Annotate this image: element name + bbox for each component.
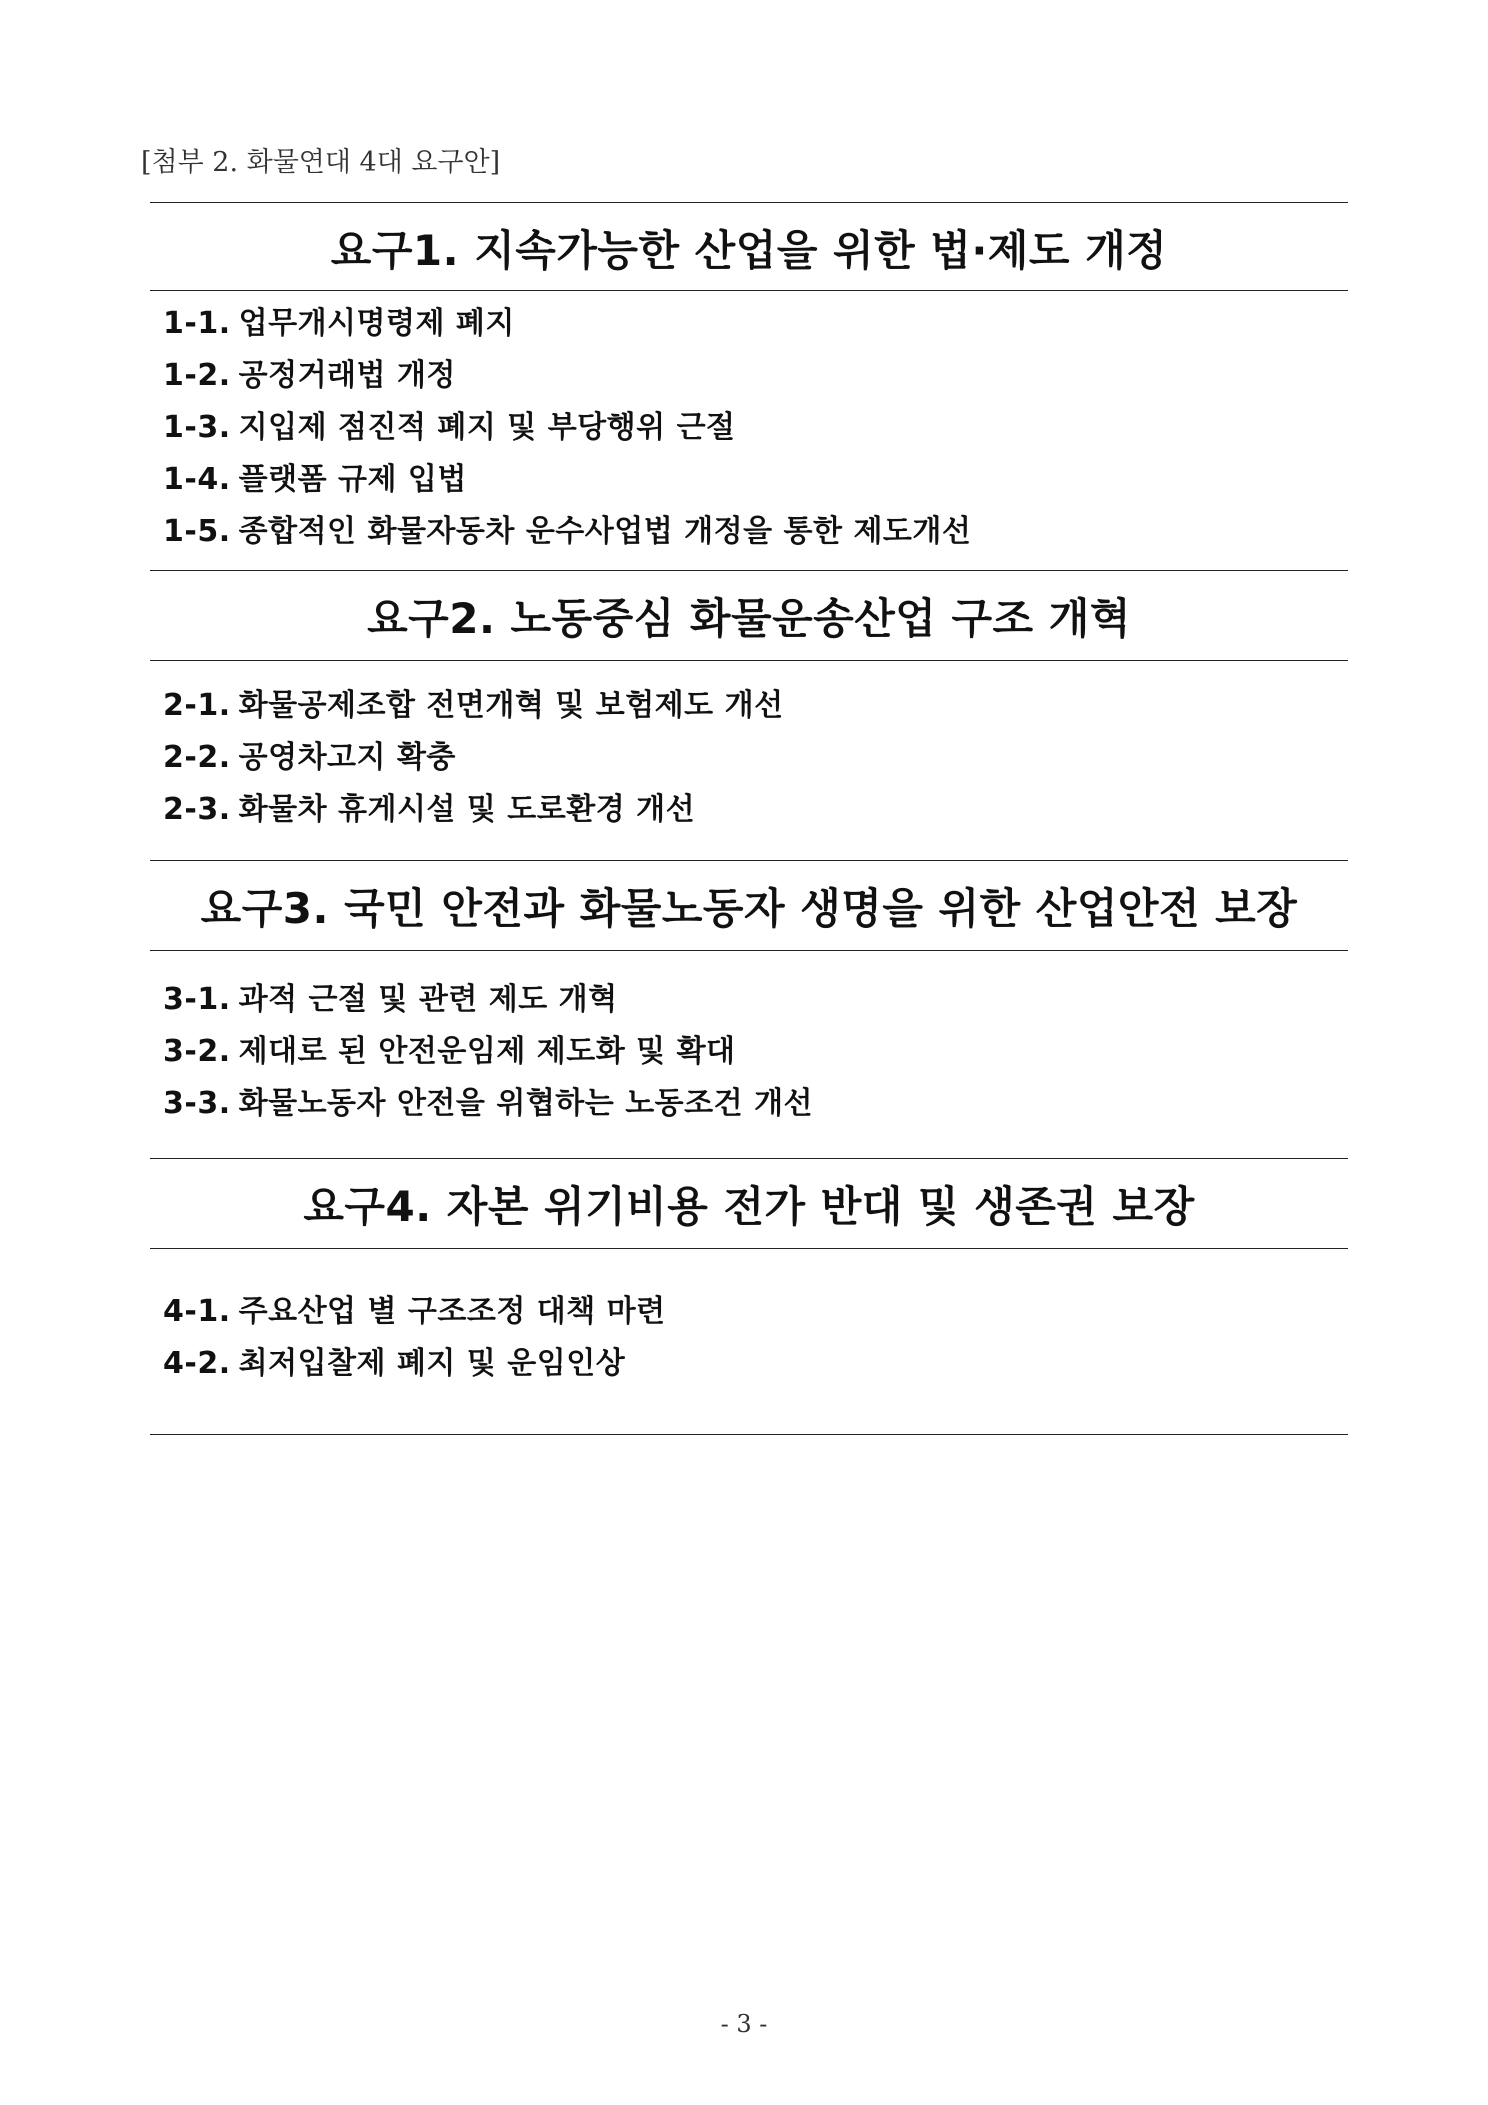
section-4-items	[163, 1286, 666, 1390]
section-divider	[150, 860, 1348, 861]
item-text: 주요산업 별 구조조정 대책 마련	[238, 1294, 666, 1329]
list-item	[163, 1338, 666, 1390]
item-text: 최저입찰제 폐지 및 운임인상	[238, 1346, 626, 1381]
item-number: 1-4.	[163, 462, 231, 497]
page-number: - 3 -	[720, 2010, 768, 2038]
item-number: 2-3.	[163, 792, 231, 827]
list-item	[163, 350, 971, 402]
section-2-items	[163, 680, 784, 836]
section-1-items	[163, 298, 971, 558]
item-text: 화물공제조합 전면개혁 및 보험제도 개선	[238, 688, 784, 723]
section-divider	[150, 1248, 1348, 1249]
item-text: 화물노동자 안전을 위협하는 노동조건 개선	[238, 1086, 814, 1121]
item-text: 지입제 점진적 폐지 및 부당행위 근절	[238, 410, 736, 445]
section-3-items	[163, 974, 813, 1130]
section-divider	[150, 1158, 1348, 1159]
list-item	[163, 402, 971, 454]
item-text: 공정거래법 개정	[238, 358, 456, 393]
item-number: 1-1.	[163, 306, 231, 341]
item-number: 1-3.	[163, 410, 231, 445]
item-number: 3-1.	[163, 982, 231, 1017]
item-number: 1-2.	[163, 358, 231, 393]
list-item	[163, 454, 971, 506]
list-item	[163, 680, 784, 732]
item-number: 3-3.	[163, 1086, 231, 1121]
section-divider	[150, 1434, 1348, 1435]
item-text: 업무개시명령제 폐지	[238, 306, 515, 341]
section-divider	[150, 950, 1348, 951]
item-number: 2-2.	[163, 740, 231, 775]
section-divider	[150, 660, 1348, 661]
item-text: 플랫폼 규제 입법	[238, 462, 467, 497]
list-item	[163, 974, 813, 1026]
item-number: 3-2.	[163, 1034, 231, 1069]
list-item	[163, 506, 971, 558]
list-item	[163, 732, 784, 784]
section-divider	[150, 570, 1348, 571]
list-item	[163, 1026, 813, 1078]
item-text: 종합적인 화물자동차 운수사업법 개정을 통한 제도개선	[238, 514, 972, 549]
item-text: 화물차 휴게시설 및 도로환경 개선	[238, 792, 696, 827]
item-text: 공영차고지 확충	[238, 740, 456, 775]
section-title-4: 요구4. 자본 위기비용 전가 반대 및 생존권 보장	[303, 1182, 1195, 1231]
list-item	[163, 784, 784, 836]
item-number: 1-5.	[163, 514, 231, 549]
list-item	[163, 1286, 666, 1338]
item-number: 2-1.	[163, 688, 231, 723]
section-title-2: 요구2. 노동중심 화물운송산업 구조 개혁	[367, 594, 1131, 643]
item-text: 과적 근절 및 관련 제도 개혁	[238, 982, 618, 1017]
list-item	[163, 1078, 813, 1130]
section-divider	[150, 202, 1348, 203]
item-number: 4-2.	[163, 1346, 231, 1381]
attachment-label: [첨부 2. 화물연대 4대 요구안]	[141, 147, 501, 178]
item-number: 4-1.	[163, 1294, 231, 1329]
list-item	[163, 298, 971, 350]
item-text: 제대로 된 안전운임제 제도화 및 확대	[238, 1034, 736, 1069]
section-title-3: 요구3. 국민 안전과 화물노동자 생명을 위한 산업안전 보장	[200, 884, 1298, 933]
section-divider	[150, 290, 1348, 291]
section-title-1: 요구1. 지속가능한 산업을 위한 법·제도 개정	[330, 226, 1168, 275]
